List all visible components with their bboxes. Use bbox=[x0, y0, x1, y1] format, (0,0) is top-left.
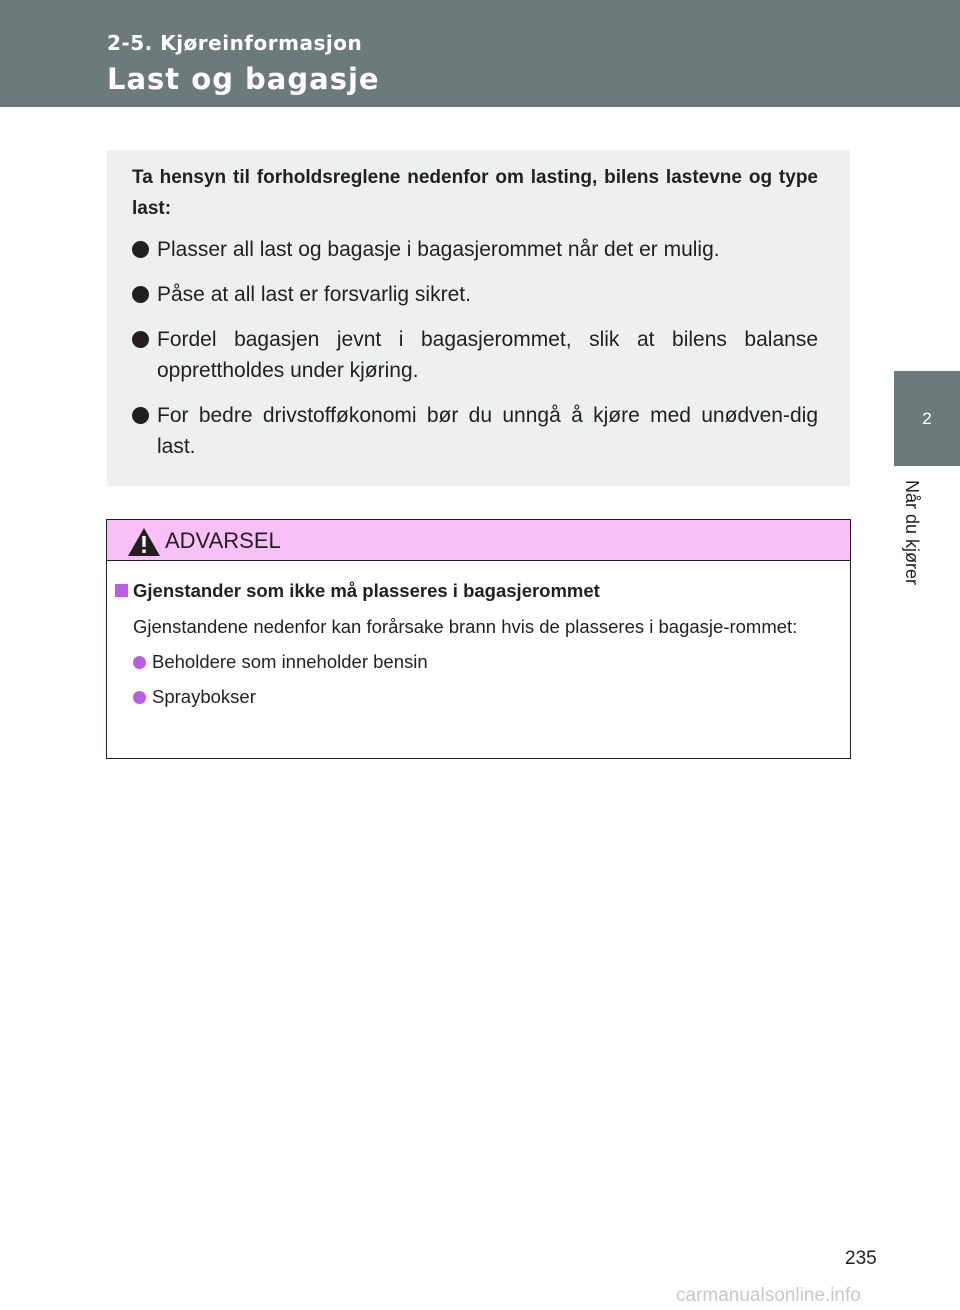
warning-paragraph: Gjenstandene nedenfor kan forårsake brann hvis de plasseres i bagasje-rommet: bbox=[133, 616, 798, 637]
list-item-text: Beholdere som inneholder bensin bbox=[152, 651, 428, 672]
bullet-icon bbox=[133, 656, 146, 669]
bullet-icon bbox=[132, 286, 149, 303]
warning-box bbox=[106, 519, 851, 759]
list-item bbox=[132, 324, 818, 386]
intro-box bbox=[107, 150, 850, 486]
list-item-text: Spraybokser bbox=[152, 686, 256, 707]
warning-body bbox=[107, 561, 850, 710]
page-number: 235 bbox=[845, 1248, 877, 1269]
list-item bbox=[132, 279, 818, 310]
list-item bbox=[132, 400, 818, 462]
warning-subhead-text: Gjenstander som ikke må plasseres i bagasjerommet bbox=[133, 580, 600, 601]
chapter-tab[interactable] bbox=[894, 371, 960, 466]
warning-label: ADVARSEL bbox=[165, 528, 281, 553]
page-title: Last og bagasje bbox=[107, 62, 380, 96]
square-bullet-icon bbox=[115, 584, 128, 597]
warning-triangle-icon bbox=[127, 527, 161, 557]
bullet-icon bbox=[132, 331, 149, 348]
watermark: carmanualsonline.info bbox=[676, 1285, 861, 1306]
warning-header bbox=[107, 520, 850, 561]
list-item bbox=[132, 234, 818, 265]
list-item bbox=[133, 649, 840, 675]
section-title: 2-5. Kjøreinformasjon bbox=[107, 31, 363, 55]
list-item-text: For bedre drivstofføkonomi bør du unngå å kjøre med unødven-dig last. bbox=[157, 404, 818, 458]
page-header bbox=[0, 0, 960, 107]
intro-list bbox=[132, 234, 818, 462]
list-item-text: Plasser all last og bagasje i bagasjerommet når det er mulig. bbox=[157, 238, 720, 261]
bullet-icon bbox=[132, 241, 149, 258]
list-item-text: Fordel bagasjen jevnt i bagasjerommet, slik at bilens balanse opprettholdes under kjøring. bbox=[157, 328, 818, 382]
warning-subhead bbox=[115, 578, 840, 604]
bullet-icon bbox=[132, 407, 149, 424]
intro-lead: Ta hensyn til forholdsreglene nedenfor om lasting, bilens lastevne og type last: bbox=[132, 167, 818, 219]
chapter-label: Når du kjører bbox=[902, 480, 922, 586]
chapter-number: 2 bbox=[922, 408, 932, 428]
list-item bbox=[133, 684, 840, 710]
bullet-icon bbox=[133, 691, 146, 704]
list-item-text: Påse at all last er forsvarlig sikret. bbox=[157, 283, 471, 306]
warning-list bbox=[115, 649, 840, 710]
